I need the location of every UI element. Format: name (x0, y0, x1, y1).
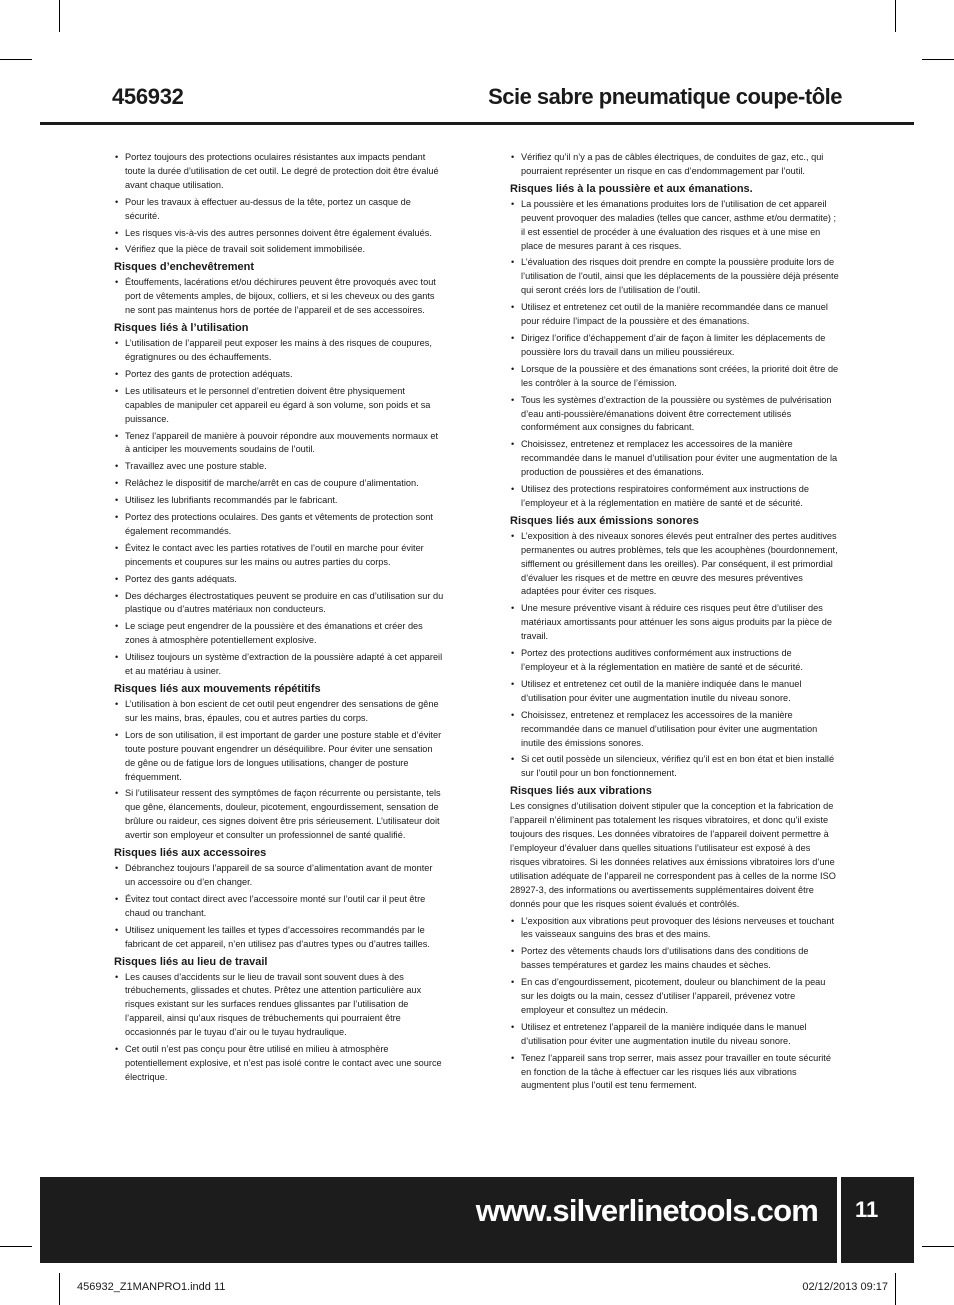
list-item: • Le sciage peut engendrer de la poussière et des émanations et créer des zones à atmosphère potentiellement explosive. (114, 620, 444, 648)
list-item: • En cas d’engourdissement, picotement, douleur ou blanchiment de la peau sur les doigts ou la main, cessez d’utiliser l’appareil, prévenez votre employeur et consultez un médecin. (510, 976, 840, 1018)
list-item: • Les causes d’accidents sur le lieu de travail sont souvent dues à des trébuchements, glissades et chutes. Prêtez une attention particulière aux risques existant sur les surfaces rendues glissantes par l’utilisation de l’appareil, ainsi qu’aux risques de trébuchements qui pourraient être occasionnés par le tuyau d’air ou le tuyau hydraulique. (114, 971, 444, 1041)
list-item: • Tous les systèmes d’extraction de la poussière ou systèmes de pulvérisation d’eau anti-poussière/émanations doivent être correctement utilisés conformément aux consignes du fabricant. (510, 394, 840, 436)
section-heading: Risques liés au lieu de travail (114, 955, 268, 968)
list-item: • La poussière et les émanations produites lors de l’utilisation de cet appareil peuvent provoquer des maladies (telles que cancer, asthme et/ou dermatite) ; il est essentiel de procéder à une évaluation des risques et à une mise en place de mesures parant à ces risques. (510, 198, 840, 254)
document-number: 456932 (112, 84, 184, 109)
list-item: • Débranchez toujours l’appareil de sa source d’alimentation avant de monter un accessoire ou d’en changer. (114, 862, 444, 890)
crop-mark (922, 1246, 954, 1247)
list-item: • Tenez l’appareil de manière à pouvoir répondre aux mouvements normaux et à anticiper les mouvements soudains de l’outil. (114, 430, 444, 458)
list-item: • Portez des vêtements chauds lors d’utilisations dans des conditions de basses températures et gardez les mains chaudes et sèches. (510, 945, 840, 973)
bullet-list (510, 530, 840, 781)
list-item: • Portez des protections auditives conformément aux instructions de l’employeur et à la réglementation en matière de santé et de sécurité. (510, 647, 840, 675)
list-item: • Portez des gants adéquats. (114, 573, 444, 587)
list-item: • Cet outil n’est pas conçu pour être utilisé en milieu à atmosphère potentiellement explosive, et n’est pas isolé contre le contact avec une source électrique. (114, 1043, 444, 1085)
page-header (40, 84, 914, 125)
list-item: • Travaillez avec une posture stable. (114, 460, 444, 474)
page-number: 11 (855, 1197, 879, 1222)
list-item: • Vérifiez que la pièce de travail soit solidement immobilisée. (114, 243, 444, 257)
crop-mark (0, 59, 32, 60)
list-item: • Vérifiez qu’il n’y a pas de câbles électriques, de conduites de gaz, etc., qui pourraient représenter un risque en cas d’endommagement par l’outil. (510, 151, 840, 179)
list-item: • Choisissez, entretenez et remplacez les accessoires de la manière recommandée dans le manuel d’utilisation pour éviter une augmentation de la production de poussières et des émanations. (510, 438, 840, 480)
list-item: • L’exposition aux vibrations peut provoquer des lésions nerveuses et touchant les vaisseaux sanguins des bras et des mains. (510, 915, 840, 943)
list-item: • Utilisez et entretenez l’appareil de la manière indiquée dans le manuel d’utilisation pour éviter une augmentation inutile du niveau sonore. (510, 1021, 840, 1049)
crop-mark (59, 1273, 60, 1305)
crop-mark (0, 1246, 32, 1247)
bullet-list (510, 151, 840, 179)
list-item: • Utilisez et entretenez cet outil de la manière indiquée dans le manuel d’utilisation pour éviter une augmentation inutile du niveau sonore. (510, 678, 840, 706)
list-item: • L’évaluation des risques doit prendre en compte la poussière produite lors de l’utilisation de l’outil, ainsi que les déplacements de la poussière déjà présente qui seront créés lors de l’utilisation de l’outil. (510, 256, 840, 298)
list-item: • Utilisez les lubrifiants recommandés par le fabricant. (114, 494, 444, 508)
left-column (114, 151, 444, 1088)
right-column (510, 151, 840, 1096)
list-item: • Relâchez le dispositif de marche/arrêt en cas de coupure d’alimentation. (114, 477, 444, 491)
list-item: • Dirigez l’orifice d’échappement d’air de façon à limiter les déplacements de poussière lors du travail dans un milieu poussiéreux. (510, 332, 840, 360)
section-heading: Risques liés à la poussière et aux émanations. (510, 182, 753, 195)
bullet-list (114, 698, 444, 843)
list-item: • Une mesure préventive visant à réduire ces risques peut être d’utiliser des matériaux amortissants pour atténuer les sons aigus produits par la pièce de travail. (510, 602, 840, 644)
list-item: • Si l’utilisateur ressent des symptômes de façon récurrente ou persistante, tels que gêne, élancements, douleur, picotement, engourdissement, sensation de brûlure ou raideur, ces signes doivent être pris sérieusement. L’utilisateur doit avertir son employeur et consulter un professionnel de santé qualifié. (114, 787, 444, 843)
bullet-list (510, 198, 840, 511)
bullet-list (114, 862, 444, 951)
list-item: • Des décharges électrostatiques peuvent se produire en cas d’utilisation sur du plastique ou d’autres matériaux non conducteurs. (114, 590, 444, 618)
section-heading: Risques liés aux accessoires (114, 847, 267, 860)
list-item: • Évitez tout contact direct avec l’accessoire monté sur l’outil car il peut être chaud ou tranchant. (114, 893, 444, 921)
bullet-list (510, 915, 840, 1094)
section-heading: Risques liés aux mouvements répétitifs (114, 683, 321, 695)
footer-bar (40, 1177, 914, 1263)
crop-mark (59, 0, 60, 32)
bullet-list (114, 337, 444, 679)
page-title: Scie sabre pneumatique coupe-tôle (488, 84, 842, 109)
bullet-list (114, 276, 444, 318)
crop-mark (922, 59, 954, 60)
list-item: • Lorsque de la poussière et des émanations sont créées, la priorité doit être de les contrôler à la source de l’émission. (510, 363, 840, 391)
bullet-list (114, 151, 444, 257)
list-item: • L’exposition à des niveaux sonores élevés peut entraîner des pertes auditives permanentes ou autres problèmes, tels que les acouphènes (bourdonnement, sifflement ou grésillement dans les oreilles). Par conséquent, il est primordial d’évaluer les risques et de mettre en œuvre des mesures préventives adaptées pour éviter ces risques. (510, 530, 840, 600)
list-item: • Évitez le contact avec les parties rotatives de l’outil en marche pour éviter pincements et coupures sur les mains ou autres parties du corps. (114, 542, 444, 570)
list-item: • L’utilisation de l’appareil peut exposer les mains à des risques de coupures, égratignures ou des échauffements. (114, 337, 444, 365)
list-item: • Portez des gants de protection adéquats. (114, 368, 444, 382)
list-item: • Si cet outil possède un silencieux, vérifiez qu’il est en bon état et bien installé sur l’outil pour un bon fonctionnement. (510, 753, 840, 781)
list-item: • L’utilisation à bon escient de cet outil peut engendrer des sensations de gêne sur les mains, bras, épaules, cou et autres parties du corps. (114, 698, 444, 726)
list-item: • Utilisez toujours un système d’extraction de la poussière adapté à cet appareil et au matériau à usiner. (114, 651, 444, 679)
bullet-list (114, 971, 444, 1085)
list-item: • Utilisez uniquement les tailles et types d’accessoires recommandés par le fabricant de cet appareil, n’en utilisez pas d’autres types ou d’autres tailles. (114, 924, 444, 952)
section-heading: Risques liés à l’utilisation (114, 322, 249, 335)
list-item: • Portez des protections oculaires. Des gants et vêtements de protection sont également recommandés. (114, 511, 444, 539)
footer-divider (837, 1177, 841, 1263)
list-item: • Les utilisateurs et le personnel d’entretien doivent être physiquement capables de manipuler cet appareil eu égard à son volume, son poids et sa puissance. (114, 385, 444, 427)
list-item: • Pour les travaux à effectuer au-dessus de la tête, portez un casque de sécurité. (114, 196, 444, 224)
crop-mark (895, 1273, 896, 1305)
section-heading: Risques liés aux émissions sonores (510, 514, 699, 527)
section-heading: Risques liés aux vibrations (510, 785, 652, 798)
website-link[interactable]: www.silverlinetools.com (475, 1193, 818, 1228)
list-item: • Utilisez des protections respiratoires conformément aux instructions de l’employeur et à la réglementation en matière de santé et de sécurité. (510, 483, 840, 511)
crop-mark (895, 0, 896, 32)
list-item: • Tenez l’appareil sans trop serrer, mais assez pour travailler en toute sécurité en fonction de la tâche à effectuer car les risques liés aux vibrations augmentent plus l’outil est tenu fermement. (510, 1052, 840, 1094)
list-item: • Étouffements, lacérations et/ou déchirures peuvent être provoqués avec tout port de vêtements amples, de bijoux, colliers, et si les cheveux ou des gants ne sont pas maintenus hors de portée de l’appareil et de ses accessoires. (114, 276, 444, 318)
list-item: • Utilisez et entretenez cet outil de la manière recommandée dans ce manuel pour réduire l’impact de la poussière et des émanations. (510, 301, 840, 329)
list-item: • Portez toujours des protections oculaires résistantes aux impacts pendant toute la durée d’utilisation de cet outil. Le degré de protection doit être évalué avant chaque utilisation. (114, 151, 444, 193)
list-item: • Les risques vis-à-vis des autres personnes doivent être également évalués. (114, 227, 444, 241)
slug-file: 456932_Z1MANPRO1.indd 11 (77, 1281, 226, 1293)
slug-date: 02/12/2013 09:17 (802, 1281, 888, 1293)
list-item: • Choisissez, entretenez et remplacez les accessoires de la manière recommandée dans ce manuel d’utilisation pour éviter une augmentation inutile des émissions sonores. (510, 709, 840, 751)
list-item: • Lors de son utilisation, il est important de garder une posture stable et d’éviter toute posture pouvant engendrer un déséquilibre. Pour éviter une sensation de gêne ou de fatigue lors de longues utilisations, changer de posture fréquemment. (114, 729, 444, 785)
section-paragraph: Les consignes d’utilisation doivent stipuler que la conception et la fabrication de l’appareil n’éliminent pas totalement les risques vibratoires, et donc qu’il existe toujours des risques. Les données vibratoires de l’appareil doivent permettre à l’employeur d’évaluer dans quelles situations l’utilisateur est exposé à des risques vibratoires. Si les données relatives aux émissions vibratoires lors d’une utilisation adéquate de l’appareil ne correspondent pas à celles de la norme ISO 28927-3, des informations ou avertissements supplémentaires doivent être donnés pour que les risques soient évalués et contrôlés. (510, 801, 836, 909)
section-heading: Risques d’enchevêtrement (114, 261, 254, 274)
